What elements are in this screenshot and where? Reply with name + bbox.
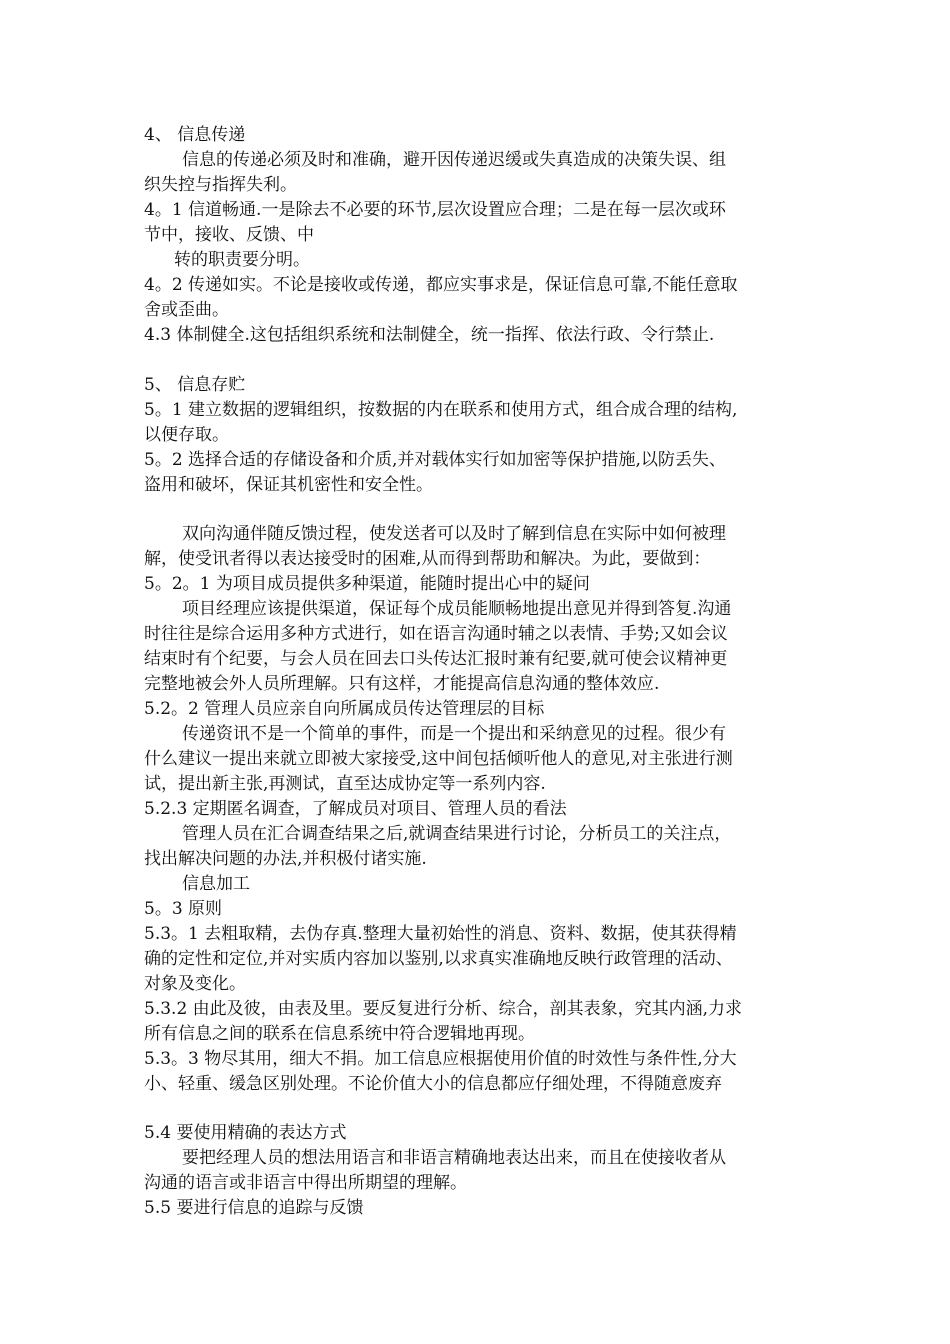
paragraph-line: 项目经理应该提供渠道，保证每个成员能顺畅地提出意见并得到答复.沟通	[182, 599, 732, 619]
paragraph-line: 舍或歪曲。	[144, 300, 229, 320]
paragraph-line: 5.3。1 去粗取精，去伪存真.整理大量初始性的消息、资料、数据，使其获得精	[144, 924, 737, 944]
paragraph-line: 管理人员在汇合调查结果之后,就调查结果进行讨论，分析员工的关注点，	[182, 824, 732, 844]
paragraph-line: 传递资讯不是一个简单的事件，而是一个提出和采纳意见的过程。很少有	[182, 724, 726, 744]
paragraph-line: 4。2 传递如实。不论是接收或传递，都应实事求是，保证信息可靠,不能任意取	[144, 275, 738, 295]
section-heading: 5.4 要使用精确的表达方式	[144, 1123, 347, 1143]
section-heading: 5、 信息存贮	[144, 375, 246, 395]
paragraph-line: 以便存取。	[144, 425, 229, 445]
section-heading: 5.5 要进行信息的追踪与反馈	[144, 1198, 364, 1218]
paragraph-line: 确的定性和定位,并对实质内容加以鉴别,以求真实准确地反映行政管理的活动、	[144, 949, 733, 969]
paragraph-line: 对象及变化。	[144, 974, 246, 994]
paragraph-line: 4。1 信道畅通.一是除去不必要的环节,层次设置应合理；二是在每一层次或环	[144, 200, 726, 220]
paragraph-line: 5.2。2 管理人员应亲自向所属成员传达管理层的目标	[144, 699, 545, 719]
paragraph-line: 5。3 原则	[144, 899, 223, 919]
paragraph-line: 双向沟通伴随反馈过程，使发送者可以及时了解到信息在实际中如何被理	[182, 524, 726, 544]
paragraph-line: 信息的传递必须及时和准确，避开因传递迟缓或失真造成的决策失误、组	[182, 150, 726, 170]
paragraph-line: 小、轻重、缓急区别处理。不论价值大小的信息都应仔细处理，不得随意废弃	[144, 1074, 722, 1094]
paragraph-line: 5。2。1 为项目成员提供多种渠道，能随时提出心中的疑问	[144, 574, 590, 594]
paragraph-line: 解，使受讯者得以表达接受时的困难,从而得到帮助和解决。为此，要做到：	[144, 549, 711, 569]
paragraph-line: 5。1 建立数据的逻辑组织，按数据的内在联系和使用方式，组合成合理的结构,	[144, 400, 738, 420]
paragraph-line: 织失控与指挥失利。	[144, 175, 297, 195]
paragraph-line: 5.2.3 定期匿名调查，了解成员对项目、管理人员的看法	[144, 799, 567, 819]
paragraph-line: 4.3 体制健全.这包括组织系统和法制健全，统一指挥、依法行政、令行禁止.	[144, 325, 715, 345]
paragraph-line: 找出解决问题的办法,并积极付诸实施.	[144, 849, 427, 869]
paragraph-line: 要把经理人员的想法用语言和非语言精确地表达出来，而且在使接收者从	[182, 1148, 726, 1168]
paragraph-line: 5.3.2 由此及彼，由表及里。要反复进行分析、综合，剖其表象，究其内涵,力求	[144, 999, 743, 1019]
paragraph-line: 盗用和破坏，保证其机密性和安全性。	[144, 475, 433, 495]
paragraph-line: 所有信息之间的联系在信息系统中符合逻辑地再现。	[144, 1024, 535, 1044]
paragraph-line: 节中，接收、反馈、中	[144, 225, 314, 245]
paragraph-line: 完整地被会外人员所理解。只有这样，才能提高信息沟通的整体效应.	[144, 674, 660, 694]
paragraph-line: 沟通的语言或非语言中得出所期望的理解。	[144, 1173, 467, 1193]
paragraph-line: 信息加工	[182, 874, 250, 894]
paragraph-line: 转的职责要分明。	[174, 250, 310, 270]
paragraph-line: 什么建议一提出来就立即被大家接受,这中间包括倾听他人的意见,对主张进行测	[144, 749, 733, 769]
section-heading: 4、 信息传递	[144, 125, 246, 145]
paragraph-line: 时往往是综合运用多种方式进行，如在语言沟通时辅之以表情、手势;又如会议	[144, 624, 728, 644]
paragraph-line: 5。2 选择合适的存储设备和介质,并对载体实行如加密等保护措施,以防丢失、	[144, 450, 726, 470]
paragraph-line: 试，提出新主张,再测试，直至达成协定等一系列内容.	[144, 774, 546, 794]
paragraph-line: 结束时有个纪要，与会人员在回去口头传达汇报时兼有纪要,就可使会议精神更	[144, 649, 728, 669]
paragraph-line: 5.3。3 物尽其用，细大不捐。加工信息应根据使用价值的时效性与条件性,分大	[144, 1049, 737, 1069]
